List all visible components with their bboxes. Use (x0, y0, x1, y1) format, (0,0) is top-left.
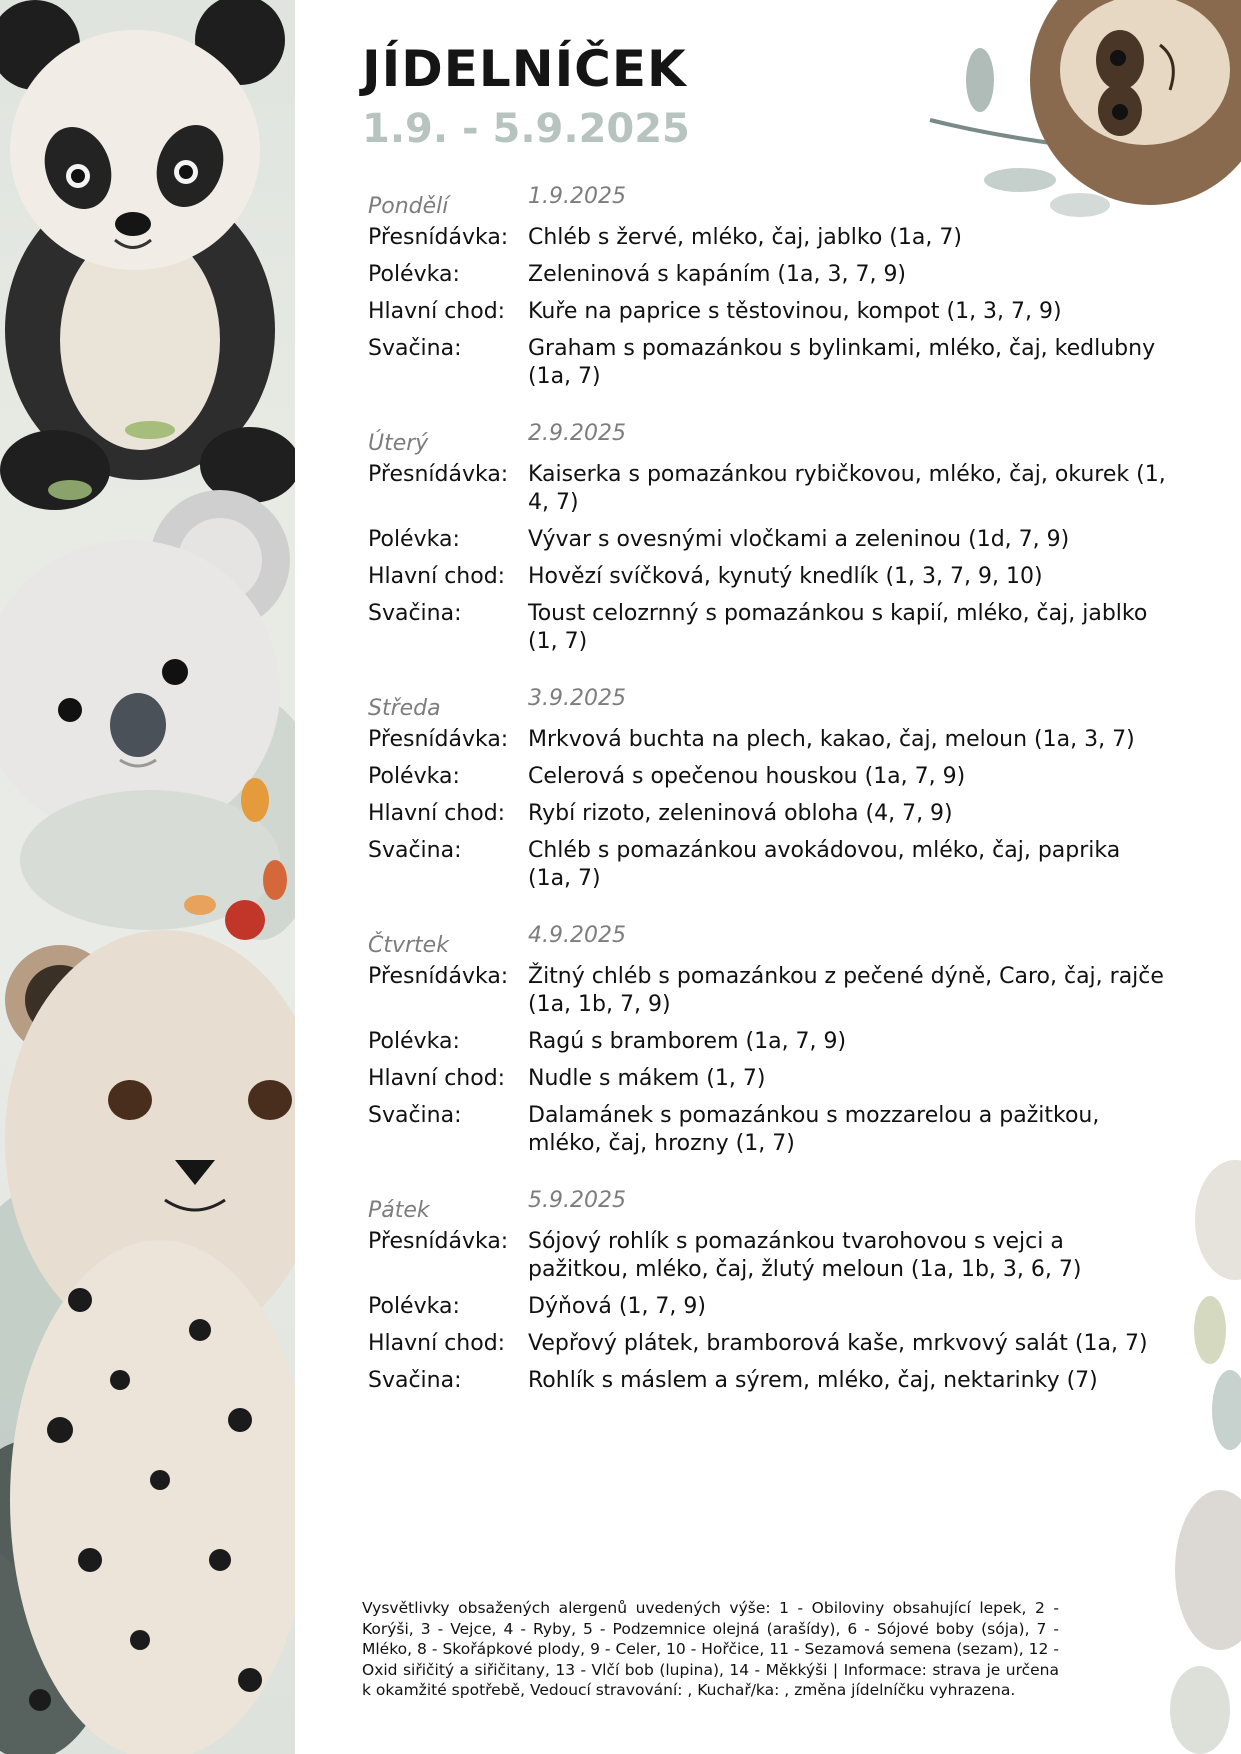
meal-text: Žitný chléb s pomazánkou z pečené dýně, Caro, čaj, rajče (1a, 1b, 7, 9) (528, 964, 1164, 1017)
meal-text: Kaiserka s pomazánkou rybičkovou, mléko, čaj, okurek (1, 4, 7) (528, 462, 1166, 515)
leaf-decoration (1160, 1150, 1241, 1754)
meal-row (368, 261, 1168, 289)
meal-row (368, 963, 1168, 1019)
meal-text: Graham s pomazánkou s bylinkami, mléko, čaj, kedlubny (1a, 7) (528, 336, 1156, 389)
meal-text: Vývar s ovesnými vločkami a zeleninou (1d, 7, 9) (528, 527, 1070, 552)
meal-text: Dalamánek s pomazánkou s mozzarelou a pažitkou, mléko, čaj, hrozny (1, 7) (528, 1103, 1100, 1156)
meal-row (368, 1102, 1168, 1158)
meal-text: Nudle s mákem (1, 7) (528, 1066, 766, 1091)
day-name: Čtvrtek (368, 933, 449, 958)
meal-label: Polévka: (368, 1294, 460, 1319)
day-name: Pátek (368, 1198, 430, 1223)
meal-label: Hlavní chod: (368, 299, 506, 324)
allergen-legend: Vysvětlivky obsažených alergenů uvedených výše: 1 - Obiloviny obsahující lepek, 2 - Korýši, 3 - Vejce, 4 - Ryby, 5 - Podzemnice olejná (arašídy), 6 - Sójové boby (sója), 7 - Mléko, 8 - Skořápkové plody, 9 - Celer, 10 - Hořčice, 11 - Sezamová semena (sezam), 12 - Oxid siřičitý a siřičitany, 13 - Vlčí bob (lupina), 14 - Měkkýši | Informace: strava je určena k okamžité spotřebě, Vedoucí stravování: , Kuchař/ka: , změna jídelníčku vyhrazena. (362, 1599, 1059, 1699)
meal-row (368, 1228, 1168, 1284)
date-range: 1.9. - 5.9.2025 (362, 106, 690, 152)
leaf-corner (1160, 1150, 1241, 1754)
day-name: Pondělí (368, 194, 449, 219)
meal-row (368, 298, 1168, 326)
meal-row (368, 563, 1168, 591)
meal-row (368, 335, 1168, 391)
animal-illustration-strip (0, 0, 295, 1754)
meal-text: Toust celozrnný s pomazánkou s kapií, mléko, čaj, jablko (1, 7) (528, 601, 1148, 654)
meal-label: Svačina: (368, 601, 462, 626)
day-date: 1.9.2025 (528, 184, 626, 209)
meal-text: Hovězí svíčková, kynutý knedlík (1, 3, 7, 9, 10) (528, 564, 1043, 589)
meal-text: Mrkvová buchta na plech, kakao, čaj, meloun (1a, 3, 7) (528, 727, 1135, 752)
meal-label: Hlavní chod: (368, 1331, 506, 1356)
meal-label: Přesnídávka: (368, 225, 509, 250)
meal-row (368, 726, 1168, 754)
meal-row (368, 1367, 1168, 1395)
day-tuesday (368, 421, 1168, 656)
panda-illustration (0, 0, 295, 510)
meal-label: Přesnídávka: (368, 964, 509, 989)
meal-label: Hlavní chod: (368, 1066, 506, 1091)
meal-row (368, 837, 1168, 893)
meal-label: Polévka: (368, 1029, 460, 1054)
meal-text: Sójový rohlík s pomazánkou tvarohovou s vejci a pažitkou, mléko, čaj, žlutý meloun (1a, 1b, 3, 6, 7) (528, 1229, 1082, 1282)
meal-text: Rohlík s máslem a sýrem, mléko, čaj, nektarinky (7) (528, 1368, 1098, 1393)
meal-row (368, 600, 1168, 656)
meal-row (368, 1293, 1168, 1321)
meal-text: Chléb s žervé, mléko, čaj, jablko (1a, 7) (528, 225, 962, 250)
meal-row (368, 1330, 1168, 1358)
day-date: 3.9.2025 (528, 686, 626, 711)
day-date: 4.9.2025 (528, 923, 626, 948)
meal-label: Svačina: (368, 336, 462, 361)
meal-text: Dýňová (1, 7, 9) (528, 1294, 706, 1319)
animal-illustrations (0, 0, 295, 1754)
meal-row (368, 800, 1168, 828)
day-header (368, 1188, 1168, 1228)
day-header (368, 686, 1168, 726)
meal-text: Celerová s opečenou houskou (1a, 7, 9) (528, 764, 966, 789)
cheetah-illustration (5, 930, 295, 1754)
day-friday (368, 1188, 1168, 1395)
meal-row (368, 526, 1168, 554)
meal-text: Vepřový plátek, bramborová kaše, mrkvový salát (1a, 7) (528, 1331, 1148, 1356)
meal-label: Polévka: (368, 262, 460, 287)
meal-row (368, 1028, 1168, 1056)
day-header (368, 421, 1168, 461)
koala-illustration (0, 490, 290, 940)
meal-label: Hlavní chod: (368, 564, 506, 589)
day-thursday (368, 923, 1168, 1158)
day-date: 2.9.2025 (528, 421, 626, 446)
day-header (368, 184, 1168, 224)
weekly-menu (368, 184, 1168, 1425)
meal-text: Chléb s pomazánkou avokádovou, mléko, čaj, paprika (1a, 7) (528, 838, 1121, 891)
day-name: Úterý (368, 431, 429, 456)
meal-label: Přesnídávka: (368, 462, 509, 487)
meal-label: Polévka: (368, 527, 460, 552)
meal-label: Přesnídávka: (368, 1229, 509, 1254)
page-title: JÍDELNÍČEK (362, 40, 687, 98)
meal-text: Zeleninová s kapáním (1a, 3, 7, 9) (528, 262, 907, 287)
meal-text: Ragú s bramborem (1a, 7, 9) (528, 1029, 847, 1054)
meal-row (368, 461, 1168, 517)
meal-row (368, 763, 1168, 791)
meal-label: Přesnídávka: (368, 727, 509, 752)
meal-label: Svačina: (368, 838, 462, 863)
day-name: Středa (368, 696, 441, 721)
day-date: 5.9.2025 (528, 1188, 626, 1213)
meal-row (368, 224, 1168, 252)
meal-label: Polévka: (368, 764, 460, 789)
meal-text: Rybí rizoto, zeleninová obloha (4, 7, 9) (528, 801, 953, 826)
day-header (368, 923, 1168, 963)
meal-label: Svačina: (368, 1103, 462, 1128)
meal-label: Hlavní chod: (368, 801, 506, 826)
day-monday (368, 184, 1168, 391)
day-wednesday (368, 686, 1168, 893)
meal-row (368, 1065, 1168, 1093)
meal-label: Svačina: (368, 1368, 462, 1393)
meal-text: Kuře na paprice s těstovinou, kompot (1, 3, 7, 9) (528, 299, 1062, 324)
